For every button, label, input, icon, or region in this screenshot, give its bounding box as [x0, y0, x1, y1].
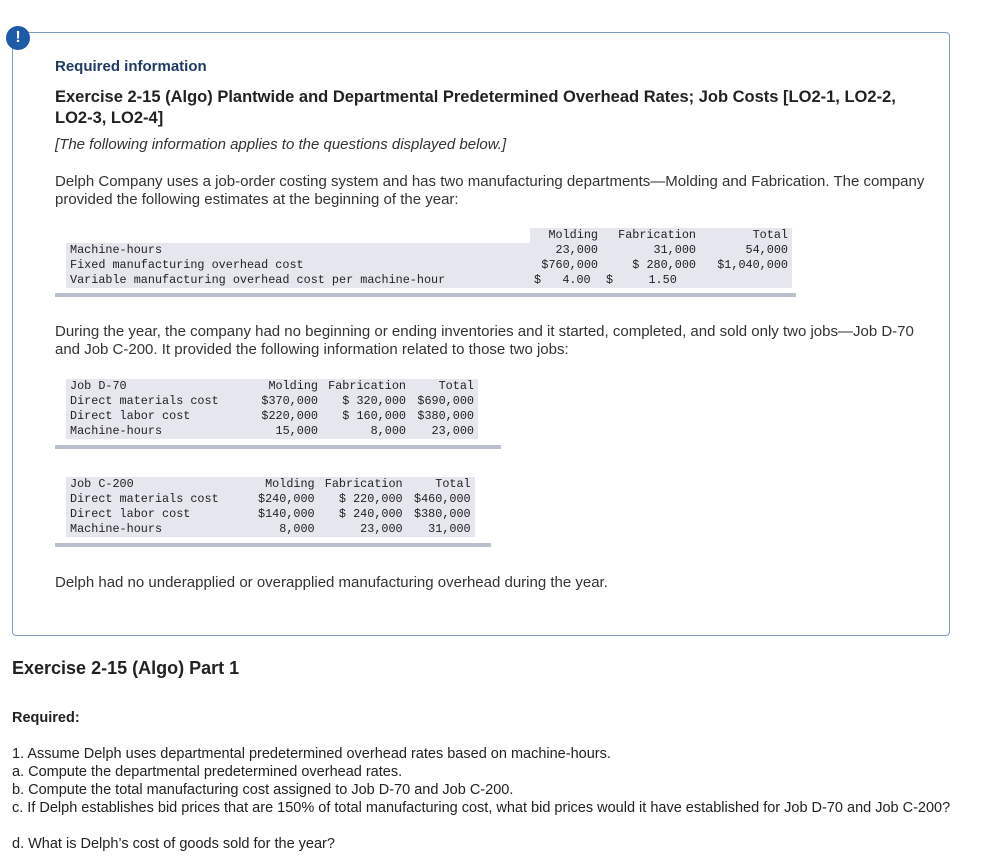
table-cell: $760,000 [541, 258, 598, 272]
table-cell: $1,040,000 [717, 258, 788, 272]
table-cell: 31,000 [653, 243, 696, 257]
table-row [66, 394, 478, 409]
table-cell: $ 160,000 [342, 409, 406, 423]
table-cell: $ 320,000 [342, 394, 406, 408]
job-c200-table [66, 477, 475, 537]
table-cell: 23,000 [360, 522, 403, 536]
table-cell: $380,000 [414, 507, 471, 521]
table-header: Total [410, 379, 478, 394]
estimates-table [66, 228, 792, 288]
table-row [66, 522, 475, 537]
table-row [66, 379, 478, 394]
table-cell: Fixed manufacturing overhead cost [70, 258, 304, 272]
table-cell: $ 280,000 [632, 258, 696, 272]
table-cell: $240,000 [258, 492, 315, 506]
table-header: Molding [254, 477, 319, 492]
table-cell: $ 240,000 [338, 507, 403, 521]
question-b: b. Compute the total manufacturing cost assigned to Job D-70 and Job C-200. [12, 782, 514, 798]
table-row [66, 258, 792, 273]
table-cell: $140,000 [258, 507, 315, 521]
table-row [66, 507, 475, 522]
job-d70-table-rule [55, 445, 501, 449]
during-paragraph: During the year, the company had no beginning or ending inventories and it started, completed, and sold only two jobs—Job D-70 and Job C-200. It provided the following information related to those two jobs: [55, 323, 914, 358]
table-header: Fabrication [602, 228, 700, 243]
table-cell: Variable manufacturing overhead cost per machine-hour [70, 273, 446, 287]
table-cell: Direct labor cost [70, 409, 191, 423]
table-cell: Machine-hours [70, 522, 163, 536]
job-d70-table [66, 379, 478, 439]
table-header: Molding [530, 228, 602, 243]
table-header: Fabrication [319, 477, 407, 492]
question-a: a. Compute the departmental predetermined overhead rates. [12, 764, 403, 780]
table-cell: $ 4.00 [534, 273, 591, 287]
table-cell: 23,000 [555, 243, 598, 257]
table-header: Job D-70 [66, 379, 254, 394]
table-cell [700, 273, 792, 288]
table-row [66, 492, 475, 507]
closing-paragraph: Delph had no underapplied or overapplied manufacturing overhead during the year. [55, 574, 608, 591]
table-cell: 15,000 [275, 424, 318, 438]
part-title: Exercise 2-15 (Algo) Part 1 [12, 658, 240, 678]
table-cell: 23,000 [431, 424, 474, 438]
table-row [66, 424, 478, 439]
required-information-heading: Required information [55, 58, 207, 75]
table-cell: Machine-hours [70, 243, 163, 257]
table-row [66, 273, 792, 288]
required-label: Required: [12, 710, 80, 726]
table-cell: 8,000 [370, 424, 406, 438]
table-cell: $460,000 [414, 492, 471, 506]
table-cell: 8,000 [279, 522, 315, 536]
table-header: Total [407, 477, 475, 492]
table-header: Molding [254, 379, 322, 394]
table-row [66, 228, 792, 243]
table-row [66, 409, 478, 424]
table-header: Fabrication [322, 379, 410, 394]
table-cell: $ 1.50 [606, 273, 677, 287]
intro-paragraph: Delph Company uses a job-order costing system and has two manufacturing departments—Molding and Fabrication. The company provided the following estimates at the beginning of the year: [55, 173, 925, 208]
estimates-table-rule [55, 293, 796, 297]
applies-note: [The following information applies to the questions displayed below.] [55, 136, 507, 153]
table-cell: 31,000 [428, 522, 471, 536]
alert-icon: ! [6, 26, 30, 50]
required-information-panel [12, 32, 950, 636]
exercise-title: Exercise 2-15 (Algo) Plantwide and Departmental Predetermined Overhead Rates; Job Costs [LO2-1, LO2-2, LO2-3, LO2-4] [55, 88, 896, 127]
table-cell: Direct materials cost [70, 492, 219, 506]
table-cell: Direct labor cost [70, 507, 191, 521]
table-cell: $690,000 [417, 394, 474, 408]
table-header: Job C-200 [66, 477, 254, 492]
table-header: Total [700, 228, 792, 243]
question-d: d. What is Delph’s cost of goods sold for the year? [12, 836, 335, 852]
question-1: 1. Assume Delph uses departmental predetermined overhead rates based on machine-hours. [12, 746, 611, 762]
table-cell: $380,000 [417, 409, 474, 423]
table-cell: Direct materials cost [70, 394, 219, 408]
question-c: c. If Delph establishes bid prices that are 150% of total manufacturing cost, what bid prices would it have established for Job D-70 and Job C-200? [12, 800, 951, 816]
table-cell: $ 220,000 [338, 492, 403, 506]
table-row [66, 477, 475, 492]
table-cell: 54,000 [745, 243, 788, 257]
table-cell: Machine-hours [70, 424, 163, 438]
job-c200-table-rule [55, 543, 491, 547]
table-cell: $370,000 [261, 394, 318, 408]
table-row [66, 243, 792, 258]
table-cell: $220,000 [261, 409, 318, 423]
